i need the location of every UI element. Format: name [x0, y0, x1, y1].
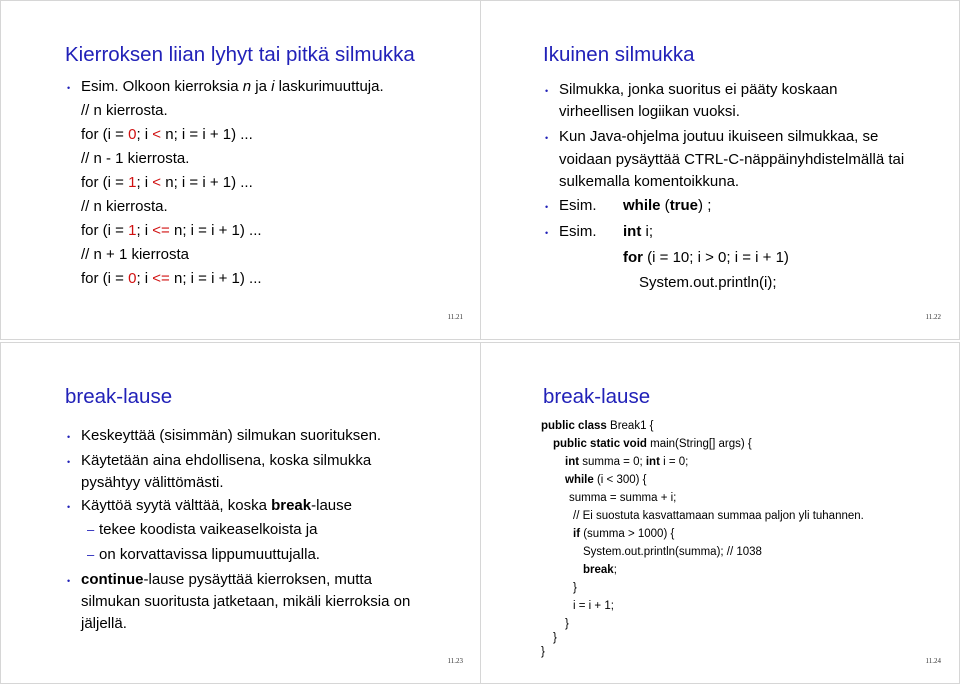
- bullet-text-cont: pysähtyy välittömästi.: [81, 474, 224, 491]
- bullet-text: [81, 571, 372, 589]
- bullet-text-cont: silmukan suoritusta jatketaan, mikäli kierroksia on: [81, 593, 411, 610]
- code-line: [623, 223, 653, 241]
- code-line: System.out.println(summa); // 1038: [583, 546, 762, 558]
- text-segment: (: [660, 197, 670, 214]
- keyword: while: [565, 474, 594, 486]
- keyword: for: [623, 249, 643, 266]
- bullet-icon: •: [545, 133, 549, 143]
- text-segment: ) ;: [698, 197, 712, 214]
- highlight: <=: [152, 222, 170, 239]
- bullet-icon: •: [67, 432, 71, 442]
- keyword: int: [623, 223, 642, 240]
- code-line: [81, 126, 253, 144]
- bullet-text-cont: virheellisen logiikan vuoksi.: [559, 103, 740, 120]
- keyword: true: [669, 197, 699, 214]
- text-segment: ; i: [136, 270, 153, 287]
- text-segment: ; i: [136, 174, 153, 191]
- bullet-text-cont: jäljellä.: [81, 615, 127, 632]
- sub-bullet-text: tekee koodista vaikeaselkoista ja: [99, 521, 318, 538]
- code-line: [623, 249, 789, 267]
- sub-bullet-text: on korvattavissa lippumuuttujalla.: [99, 546, 320, 563]
- text-segment: Käyttöä syytä välttää, koska: [81, 497, 272, 514]
- code-comment: // n - 1 kierrosta.: [81, 150, 190, 167]
- page-number: 11.22: [925, 313, 941, 321]
- text-segment: (i = 10; i > 0; i = i + 1): [643, 249, 789, 266]
- page-number: 11.23: [447, 657, 463, 665]
- bullet-icon: •: [67, 457, 71, 467]
- bullet-icon: •: [545, 86, 549, 96]
- code-line: [81, 270, 262, 288]
- code-comment: // n + 1 kierrosta: [81, 246, 189, 263]
- text-segment: Esim. Olkoon kierroksia: [81, 78, 243, 95]
- text-segment: for (i =: [81, 174, 129, 191]
- code-line: }: [573, 582, 577, 594]
- text-segment: n; i = i + 1) ...: [169, 270, 262, 287]
- code-line: [81, 174, 253, 192]
- code-line: System.out.println(i);: [639, 274, 777, 291]
- code-comment: // n kierrosta.: [81, 198, 168, 215]
- bullet-text: Keskeyttää (sisimmän) silmukan suorituksen.: [81, 427, 382, 444]
- keyword: public static void: [553, 438, 647, 450]
- text-segment: i = 0;: [659, 456, 689, 468]
- text-segment: for (i =: [81, 222, 129, 239]
- dash-icon: –: [87, 522, 95, 537]
- code-comment: // Ei suostuta kasvattamaan summaa paljon yli tuhannen.: [573, 510, 864, 522]
- slide-title: Ikuinen silmukka: [543, 43, 695, 66]
- slide-title: Kierroksen liian lyhyt tai pitkä silmukka: [65, 43, 415, 66]
- code-line: [565, 455, 688, 469]
- text-segment: for (i =: [81, 270, 129, 287]
- page-number: 11.24: [925, 657, 941, 665]
- text-segment: -lause: [311, 497, 352, 514]
- bullet-text-cont: voidaan pysäyttää CTRL-C-näppäinyhdistelmällä tai: [559, 151, 905, 168]
- text-segment: for (i =: [81, 126, 129, 143]
- code-line: [565, 473, 647, 487]
- text-segment: laskurimuuttuja.: [274, 78, 384, 95]
- code-comment: // n kierrosta.: [81, 102, 168, 119]
- code-line: [553, 437, 752, 451]
- bullet-icon: •: [67, 576, 71, 586]
- keyword: continue: [81, 571, 144, 588]
- dash-icon: –: [87, 547, 95, 562]
- bullet-text-cont: sulkemalla komentoikkuna.: [559, 173, 740, 190]
- bullet-text: Esim.: [559, 197, 597, 214]
- text-segment: ; i: [136, 222, 153, 239]
- code-line: }: [565, 618, 569, 630]
- text-segment: summa = 0;: [579, 456, 646, 468]
- slide-11-23: [0, 342, 482, 684]
- keyword: public class: [541, 420, 607, 432]
- code-line: [541, 419, 654, 433]
- text-segment: n; i = i + 1) ...: [161, 126, 253, 143]
- text-segment: Break1 {: [606, 420, 654, 432]
- keyword: int: [645, 456, 660, 468]
- slide-11-21: [0, 0, 482, 340]
- bullet-text: [81, 497, 352, 515]
- bullet-text: Esim.: [559, 223, 597, 240]
- variable-n: n: [242, 78, 252, 95]
- slide-title: break-lause: [65, 385, 173, 408]
- bullet-text: Kun Java-ohjelma joutuu ikuiseen silmukkaa, se: [559, 128, 879, 145]
- text-segment: (i < 300) {: [593, 474, 647, 486]
- keyword: int: [565, 456, 580, 468]
- bullet-icon: •: [67, 502, 71, 512]
- text-segment: i;: [641, 223, 653, 240]
- slide-title: break-lause: [543, 385, 651, 408]
- code-line: [583, 563, 617, 577]
- keyword: break: [583, 564, 614, 576]
- text-segment: ;: [613, 564, 617, 576]
- highlight: 1: [128, 222, 137, 239]
- bullet-text: Käytetään aina ehdollisena, koska silmukka: [81, 452, 372, 469]
- highlight: 0: [128, 126, 137, 143]
- bullet-text: [81, 78, 384, 96]
- highlight: 0: [128, 270, 137, 287]
- bullet-text: Silmukka, jonka suoritus ei pääty koskaan: [559, 81, 838, 98]
- code-line: [573, 527, 674, 541]
- text-segment: n; i = i + 1) ...: [161, 174, 253, 191]
- page-number: 11.21: [447, 313, 463, 321]
- keyword: while: [623, 197, 661, 214]
- bullet-icon: •: [545, 228, 549, 238]
- highlight: <=: [152, 270, 170, 287]
- text-segment: -lause pysäyttää kierroksen, mutta: [143, 571, 372, 588]
- bullet-icon: •: [67, 83, 71, 93]
- keyword: if: [573, 528, 581, 540]
- code-line: }: [541, 646, 545, 658]
- text-segment: ; i: [136, 126, 153, 143]
- text-segment: (summa > 1000) {: [580, 528, 675, 540]
- keyword: break: [271, 497, 312, 514]
- text-segment: n; i = i + 1) ...: [169, 222, 262, 239]
- code-line: [81, 222, 262, 240]
- code-line: }: [553, 632, 557, 644]
- slide-11-22: [480, 0, 960, 340]
- code-line: [623, 197, 711, 215]
- highlight: <: [152, 126, 162, 143]
- code-line: i = i + 1;: [573, 600, 614, 612]
- text-segment: ja: [251, 78, 272, 95]
- highlight: 1: [128, 174, 137, 191]
- code-line: summa = summa + i;: [569, 492, 677, 504]
- text-segment: main(String[] args) {: [646, 438, 752, 450]
- highlight: <: [152, 174, 162, 191]
- variable-i: i: [271, 78, 275, 95]
- slide-11-24: [480, 342, 960, 684]
- bullet-icon: •: [545, 202, 549, 212]
